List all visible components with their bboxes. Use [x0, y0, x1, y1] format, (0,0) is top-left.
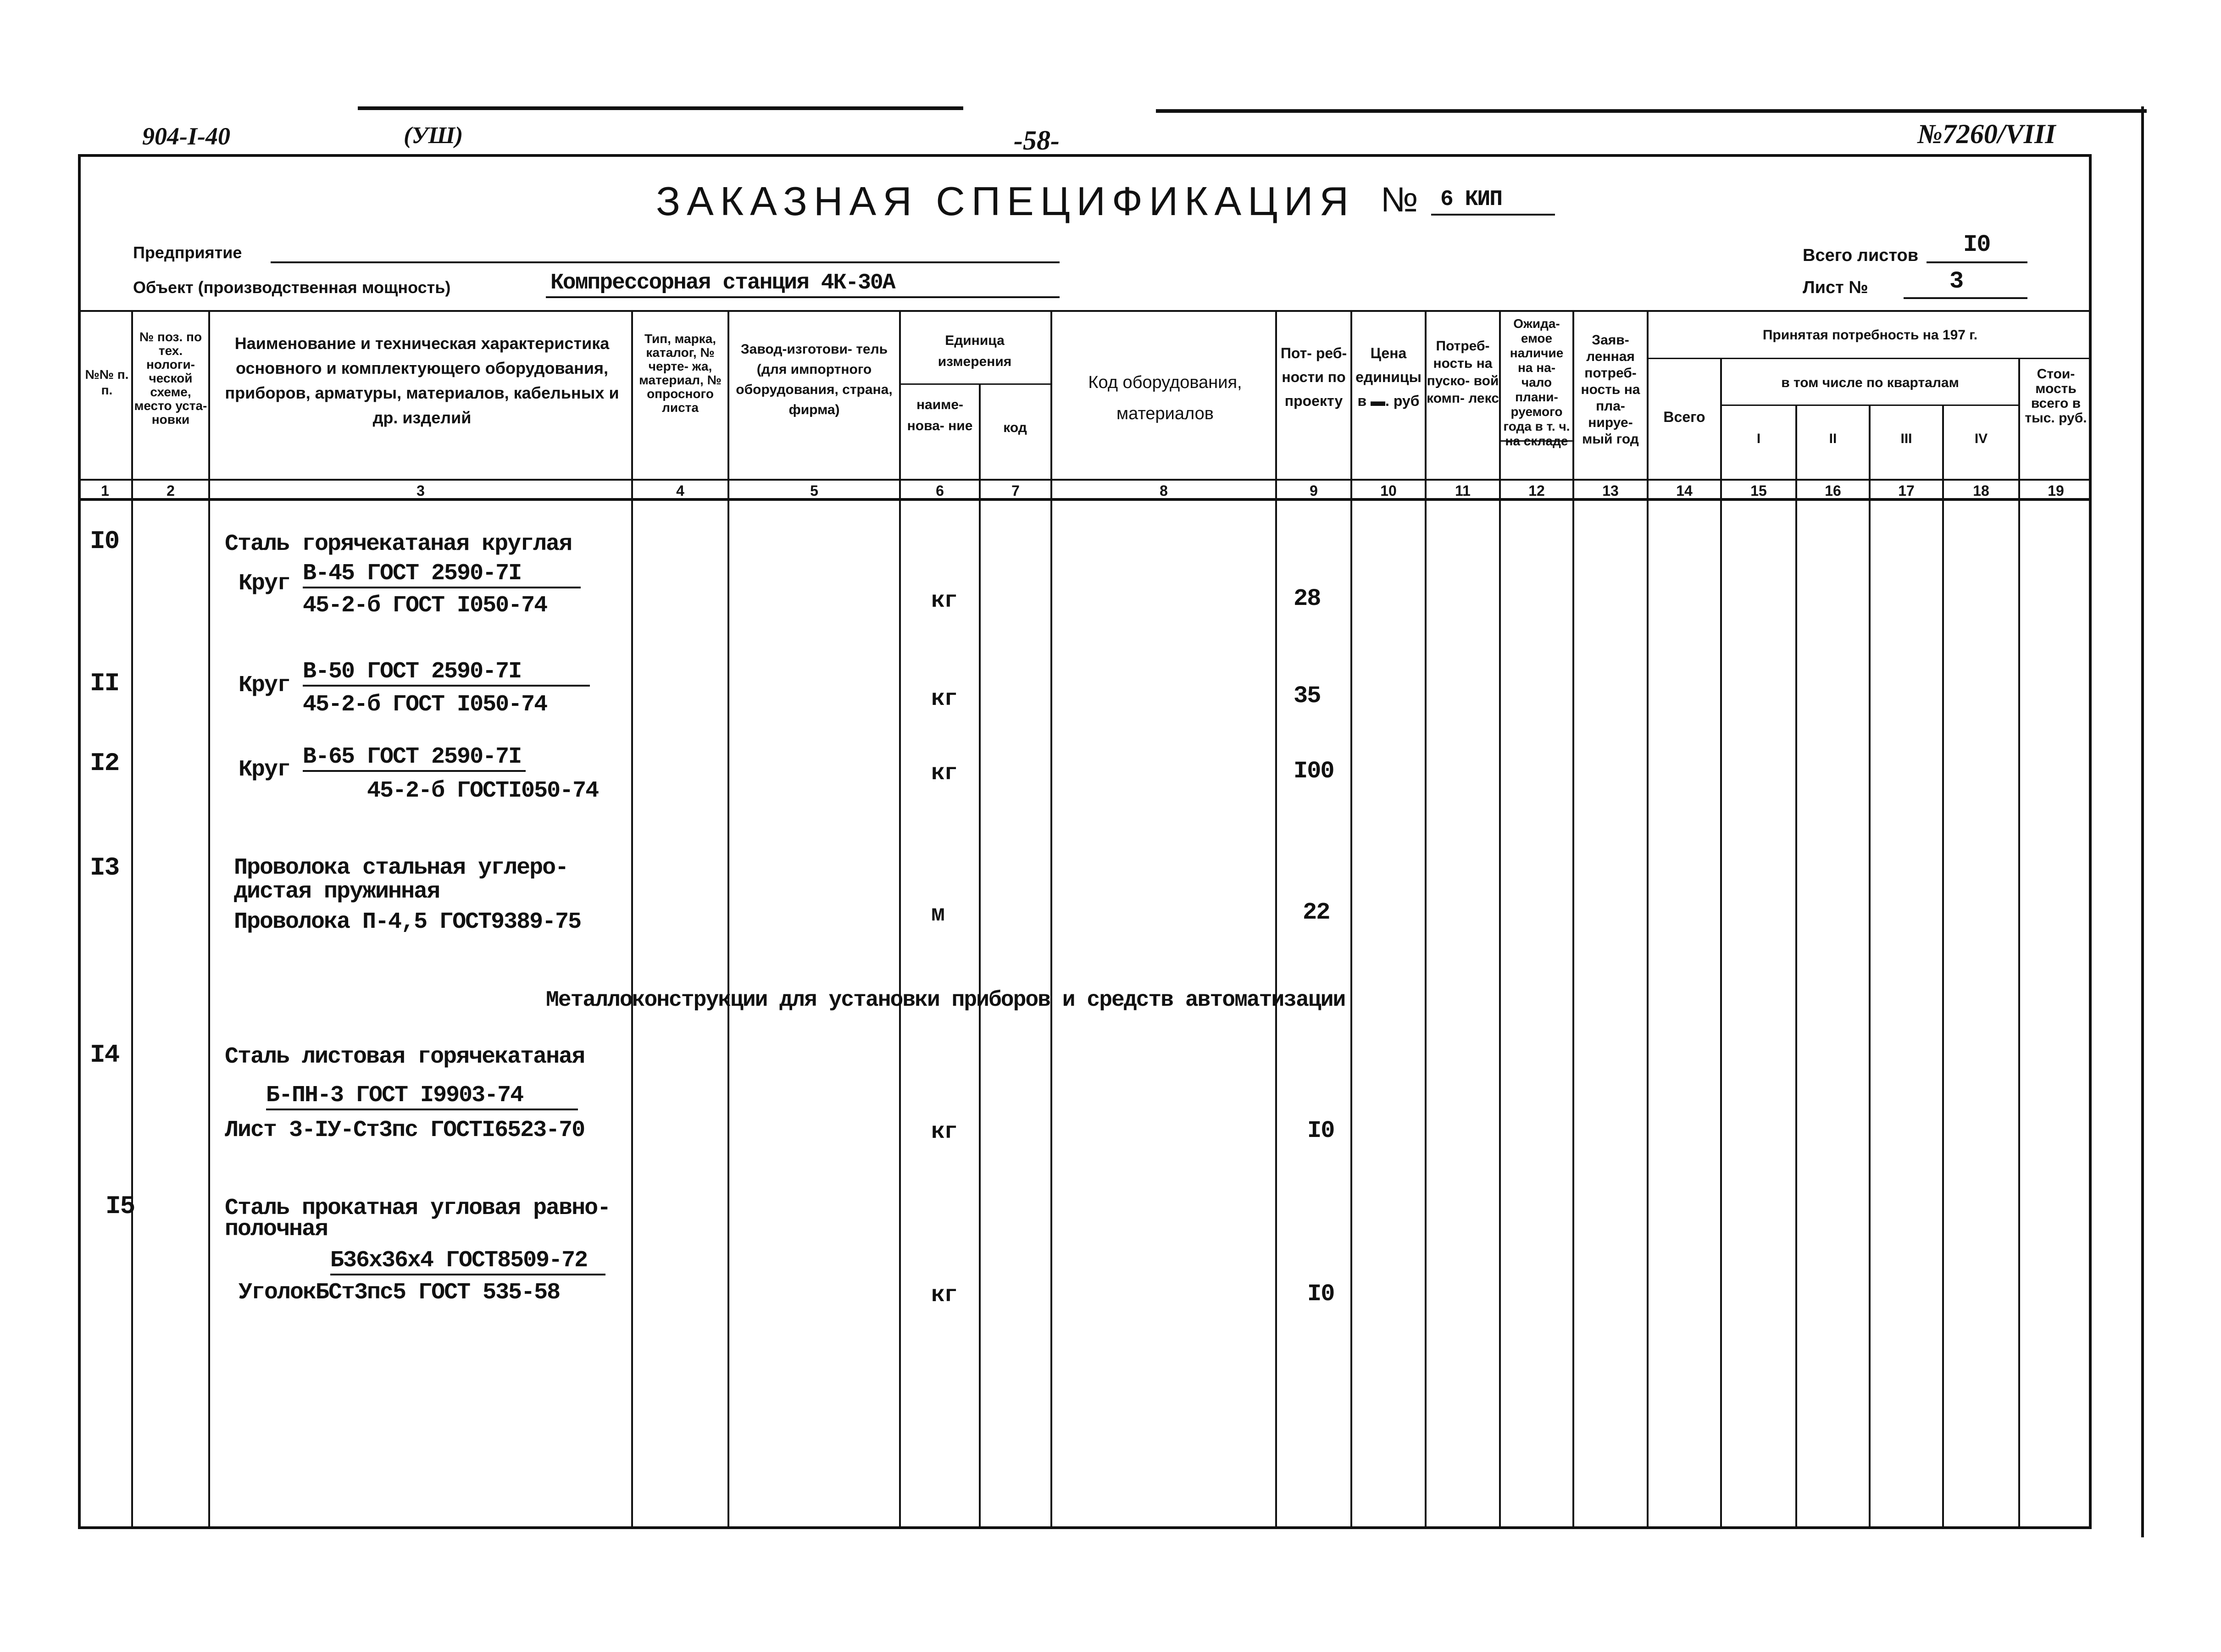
row-12-qty: I00 — [1294, 758, 1334, 785]
row-12-unit: кг — [931, 760, 957, 787]
colnum-17: 17 — [1898, 482, 1915, 499]
row-15-unit: кг — [931, 1282, 957, 1308]
header-quarters: в том числе по кварталам — [1781, 375, 1959, 390]
header-expected: Ожида- емое наличие на на- чало плани- руемого года в т. ч. на складе — [1503, 316, 1570, 448]
object-label: Объект (производственная мощность) — [133, 278, 451, 297]
row-15-num: I5 — [105, 1192, 135, 1221]
header-type: Тип, марка, каталог, № черте- жа, материал, № опросного листа — [639, 332, 722, 415]
header-cost: Стои- мость всего в тыс. руб. — [2025, 366, 2087, 426]
colnum-7: 7 — [1011, 482, 1020, 499]
header-unit-name: наиме- нова- ние — [907, 397, 973, 433]
row-11-qty: 35 — [1294, 682, 1321, 710]
header-price: Цена единицы в ▬. руб — [1355, 345, 1421, 409]
header-name: Наименование и техническая характеристика основного и комплектующего оборудования, приборов, арматуры, материалов, кабельных и др. изделий — [225, 334, 619, 427]
colnum-6: 6 — [936, 482, 944, 499]
total-sheets-field — [1927, 231, 2027, 263]
row-12-name2: В-65 ГОСТ 2590-7I — [303, 744, 526, 772]
row-15-qty: I0 — [1307, 1281, 1334, 1308]
row-14-unit: кг — [931, 1119, 957, 1145]
colnum-15: 15 — [1750, 482, 1767, 499]
table-top-rule — [81, 310, 2092, 312]
row-14-name1: Сталь листовая горячекатаная — [225, 1044, 585, 1070]
header-launch: Потреб- ность на пуско- вой комп- лекс — [1427, 338, 1499, 406]
colnum-top-rule — [81, 479, 2092, 481]
row-11-prefix: Круг — [239, 672, 290, 698]
col-sep-15 — [1795, 405, 1797, 1529]
row-12-name3: 45-2-б ГОСТI050-74 — [367, 778, 599, 804]
header-manufacturer: Завод-изготови- тель (для импортного оборудования, страна, фирма) — [736, 342, 893, 417]
row-10-prefix: Круг — [239, 571, 290, 597]
row-13-name1: Проволока стальная углеро- — [234, 855, 568, 881]
top-rule-left — [358, 106, 963, 110]
header-q2: II — [1829, 431, 1837, 446]
top-rule-right — [1156, 109, 2147, 113]
row-10-qty: 28 — [1294, 585, 1321, 612]
colnum-12: 12 — [1528, 482, 1545, 499]
colnum-14: 14 — [1676, 482, 1693, 499]
row-10-name3: 45-2-б ГОСТ I050-74 — [303, 593, 547, 619]
header-declared: Заяв- ленная потреб- ность на пла- нируе- мый год — [1581, 333, 1640, 447]
section-heading: Металлоконструкции для установки приборов и средств автоматизации — [546, 988, 1345, 1013]
col-sep-16 — [1869, 405, 1871, 1529]
header-position: № поз. по тех. нологи- ческой схеме, место уста- новки — [134, 330, 207, 427]
header-row-number: №№ п. п. — [85, 367, 129, 397]
col-sep-6 — [979, 383, 981, 1529]
doc-code: 904-I-40 — [142, 122, 230, 150]
row-11-name2: В-50 ГОСТ 2590-7I — [303, 659, 590, 687]
colnum-3: 3 — [416, 482, 425, 499]
header-equipment-code: Код оборудования, материалов — [1088, 373, 1242, 423]
row-15-name3: УголокБСт3пс5 ГОСТ 535-58 — [239, 1280, 560, 1306]
row-12-num: I2 — [90, 748, 119, 778]
right-outer-border — [2141, 106, 2144, 1537]
header-unit-code: код — [1003, 420, 1027, 435]
accepted-rule — [1647, 358, 2092, 359]
object-field — [546, 269, 1060, 298]
col-sep-17 — [1942, 405, 1944, 1529]
sheet-value: 3 — [1949, 268, 1963, 295]
colnum-10: 10 — [1380, 482, 1397, 499]
total-sheets-label: Всего листов — [1803, 246, 1919, 265]
colnum-9: 9 — [1310, 482, 1318, 499]
form-number-value: 6 КИП — [1440, 187, 1502, 212]
page-number: -58- — [1014, 125, 1060, 155]
header-q1: I — [1756, 431, 1761, 446]
header-total: Всего — [1663, 409, 1705, 425]
colnum-8: 8 — [1160, 482, 1168, 499]
colnum-1: 1 — [101, 482, 109, 499]
row-15-name1: Сталь прокатная угловая равно- — [225, 1195, 611, 1221]
col-sep-14 — [1720, 358, 1722, 1529]
row-14-name3: Лист 3-IУ-Ст3пс ГОСТI6523-70 — [225, 1117, 585, 1143]
colnum-4: 4 — [676, 482, 684, 499]
form-number-label: № — [1381, 180, 1418, 219]
row-14-num: I4 — [90, 1040, 119, 1070]
row-13-num: I3 — [90, 853, 119, 882]
form-title: ЗАКАЗНАЯ СПЕЦИФИКАЦИЯ — [656, 178, 1355, 224]
row-13-name1b: дистая пружинная — [234, 879, 440, 905]
row-15-name2: Б36х36х4 ГОСТ8509-72 — [330, 1247, 605, 1275]
row-12-prefix: Круг — [239, 757, 290, 783]
colnum-16: 16 — [1825, 482, 1841, 499]
header-q4: IV — [1974, 431, 1988, 446]
row-10-name1: Сталь горячекатаная круглая — [225, 531, 572, 557]
colnum-18: 18 — [1973, 482, 1989, 499]
colnum-19: 19 — [2048, 482, 2064, 499]
enterprise-field — [271, 239, 1060, 263]
row-11-name3: 45-2-б ГОСТ I050-74 — [303, 692, 547, 718]
header-required: Пот- реб- ности по проекту — [1280, 345, 1347, 409]
row-10-name2: В-45 ГОСТ 2590-7I — [303, 560, 581, 588]
row-10-num: I0 — [90, 527, 119, 556]
col-sep-18 — [2018, 358, 2020, 1529]
colnum-5: 5 — [810, 482, 818, 499]
doc-number: №7260/VIII — [1917, 119, 2056, 149]
colnum-2: 2 — [167, 482, 175, 499]
row-14-qty: I0 — [1307, 1117, 1334, 1144]
header-unit-group: Единица измерения — [938, 333, 1012, 369]
row-11-unit: кг — [931, 686, 957, 712]
row-14-name2: Б-ПН-3 ГОСТ I9903-74 — [266, 1082, 578, 1110]
colnum-11: 11 — [1455, 482, 1471, 499]
sheet-label: Лист № — [1803, 278, 1868, 297]
object-value: Компрессорная станция 4К-30А — [550, 271, 895, 295]
row-10-unit: кг — [931, 588, 957, 614]
colnum-13: 13 — [1602, 482, 1619, 499]
row-13-name3: Проволока П-4,5 ГОСТ9389-75 — [234, 909, 581, 935]
row-15-name1b: полочная — [225, 1216, 328, 1242]
header-accepted: Принятая потребность на 197 г. — [1762, 327, 1978, 343]
row-11-num: II — [90, 669, 119, 698]
doc-roman: (УШ) — [404, 122, 463, 149]
header-q3: III — [1900, 431, 1912, 446]
unit-group-rule — [899, 383, 1050, 385]
row-13-qty: 22 — [1303, 899, 1330, 926]
form-number-field — [1431, 183, 1555, 216]
enterprise-label: Предприятие — [133, 243, 242, 262]
sheet-field — [1904, 267, 2027, 299]
row-13-unit: м — [931, 902, 944, 928]
total-sheets-value: I0 — [1963, 231, 1990, 258]
